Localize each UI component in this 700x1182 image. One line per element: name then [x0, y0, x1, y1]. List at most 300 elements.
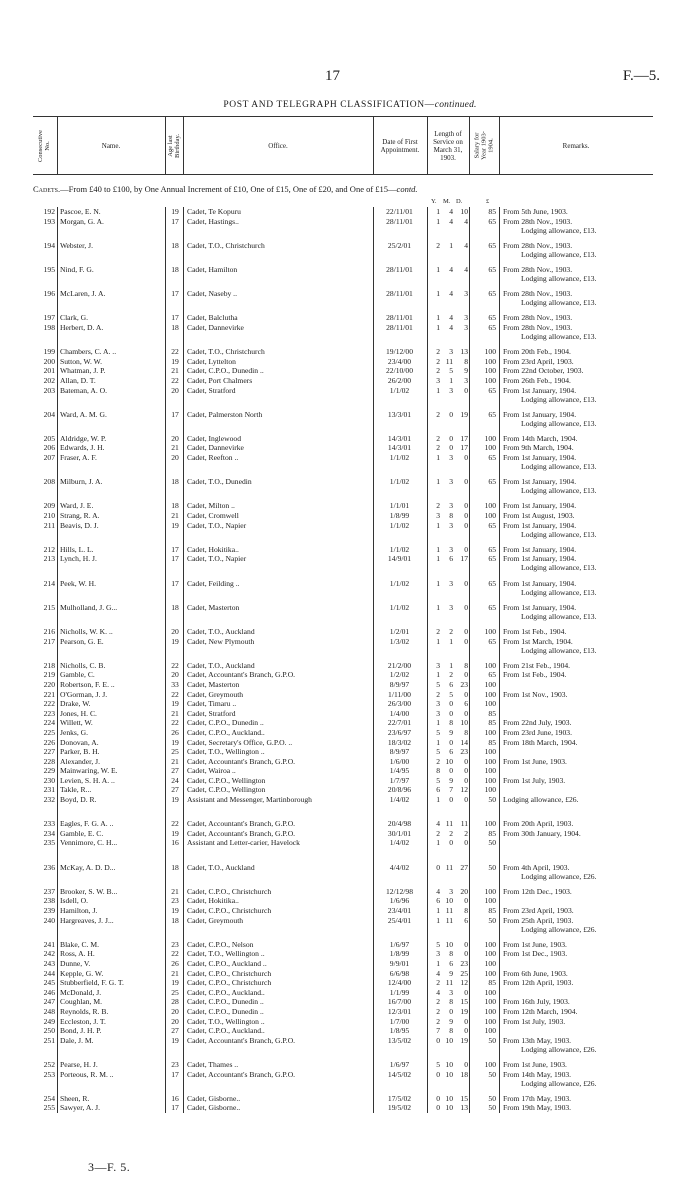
remark-line: From 1st March, 1904. — [503, 636, 573, 646]
row-name: Lynch, H. J. — [60, 554, 97, 564]
row-salary: 50 — [488, 1069, 496, 1079]
row-months: 10 — [445, 1035, 453, 1045]
col-remarks-header: Remarks. — [562, 141, 590, 150]
row-days: 0 — [464, 795, 468, 805]
row-remarks — [503, 410, 655, 428]
row-days: 0 — [464, 1016, 468, 1026]
row-days: 4 — [464, 240, 468, 250]
table-row — [33, 887, 653, 897]
row-office: Cadet, T.O., Napier — [187, 554, 247, 564]
row-name: Robertson, F. E. .. — [60, 679, 115, 689]
row-remarks — [503, 366, 655, 375]
table-row — [33, 1103, 653, 1113]
row-days: 4 — [464, 264, 468, 274]
row-name: Fraser, A. F. — [60, 453, 97, 463]
remark-line: Lodging allowance, £13. — [521, 462, 597, 472]
row-office: Cadet, Naseby .. — [187, 289, 237, 299]
row-years: 5 — [436, 1059, 440, 1069]
row-name: Coughlan, M. — [60, 997, 102, 1007]
table-row — [33, 347, 653, 357]
row-office: Cadet, Greymouth — [187, 689, 244, 699]
row-number: 237 — [43, 886, 55, 896]
row-remarks — [503, 969, 655, 978]
row-days: 19 — [460, 1006, 468, 1016]
row-salary: 100 — [484, 949, 496, 959]
row-salary: 100 — [484, 997, 496, 1007]
row-months: 5 — [449, 689, 453, 699]
row-months: 11 — [445, 356, 453, 366]
row-months: 10 — [445, 1069, 453, 1079]
row-days: 0 — [464, 939, 468, 949]
row-date: 8/9/97 — [389, 679, 410, 689]
row-salary: 100 — [484, 747, 496, 757]
row-name: Clark, G. — [60, 313, 89, 323]
row-days: 4 — [464, 216, 468, 226]
row-name: Ward, A. M. G. — [60, 409, 107, 419]
row-months: 1 — [449, 660, 453, 670]
row-office: Cadet, Stratford — [187, 708, 236, 718]
section-heading — [33, 184, 673, 194]
row-office: Cadet, Dannevirke — [187, 443, 244, 453]
row-remarks — [503, 545, 655, 554]
row-remarks — [503, 443, 655, 452]
row-date: 28/11/01 — [386, 289, 413, 299]
table-row — [33, 978, 653, 988]
row-number: 224 — [43, 718, 55, 728]
row-age: 22 — [171, 660, 179, 670]
row-office: Cadet, Lyttelton — [187, 356, 236, 366]
row-name: Aldridge, W. P. — [60, 433, 107, 443]
row-number: 195 — [43, 264, 55, 274]
row-age: 16 — [171, 1093, 179, 1103]
row-date: 1/11/00 — [388, 689, 411, 699]
row-years: 2 — [436, 501, 440, 511]
remark-line: Lodging allowance, £26. — [503, 795, 579, 805]
remark-line: Lodging allowance, £13. — [521, 645, 597, 655]
table-row — [33, 366, 653, 376]
table-row — [33, 699, 653, 709]
table-row — [33, 988, 653, 998]
row-days: 0 — [464, 602, 468, 612]
remark-line: From 23rd April, 1903. — [503, 356, 574, 366]
row-remarks — [503, 386, 655, 404]
col-age-header: Age last Birthday. — [167, 133, 182, 158]
row-age: 17 — [171, 554, 179, 564]
row-name: Boyd, D. R. — [60, 795, 97, 805]
row-years: 4 — [436, 968, 440, 978]
row-days: 0 — [464, 1059, 468, 1069]
table-row — [33, 453, 653, 472]
table-row — [33, 477, 653, 496]
row-months: 11 — [445, 915, 453, 925]
row-months: 1 — [449, 636, 453, 646]
row-salary: 100 — [484, 660, 496, 670]
row-years: 3 — [436, 660, 440, 670]
row-months: 10 — [445, 1059, 453, 1069]
table-row — [33, 785, 653, 795]
row-name: Drake, W. — [60, 699, 91, 709]
row-office: Cadet, Te Kopuru — [187, 207, 241, 216]
row-age: 25 — [171, 987, 179, 997]
row-years: 2 — [436, 978, 440, 988]
row-date: 1/1/02 — [389, 544, 410, 554]
row-office: Cadet, Wairoa .. — [187, 766, 236, 776]
row-date: 14/3/01 — [387, 433, 412, 443]
remark-line: Lodging allowance, £13. — [521, 486, 597, 496]
remark-line: Lodging allowance, £13. — [521, 249, 597, 259]
row-years: 1 — [436, 216, 440, 226]
row-remarks — [503, 997, 655, 1006]
row-name: Gamble, C. — [60, 670, 95, 680]
row-years: 2 — [436, 443, 440, 453]
row-salary: 85 — [488, 906, 496, 915]
row-days: 3 — [464, 375, 468, 385]
table-row — [33, 940, 653, 950]
row-years: 5 — [436, 747, 440, 757]
row-number: 255 — [43, 1103, 55, 1113]
row-number: 199 — [43, 347, 55, 357]
row-salary: 100 — [484, 886, 496, 896]
remark-line: From 1st July, 1903. — [503, 1016, 566, 1026]
row-number: 246 — [43, 987, 55, 997]
table-row — [33, 637, 653, 656]
row-name: Nicholls, C. B. — [60, 660, 106, 670]
row-days: 17 — [460, 433, 468, 443]
remark-line: From 4th April, 1903. — [503, 862, 570, 872]
row-office: Assistant and Messenger, Martinborough — [187, 795, 312, 805]
row-remarks — [503, 916, 655, 934]
row-number: 220 — [43, 679, 55, 689]
row-months: 3 — [449, 987, 453, 997]
remark-line: From 20th April, 1903. — [503, 819, 574, 829]
row-years: 1 — [436, 554, 440, 564]
row-date: 1/6/97 — [389, 939, 410, 949]
row-age: 33 — [171, 679, 179, 689]
row-years: 0 — [436, 1035, 440, 1045]
row-months: 0 — [449, 708, 453, 718]
footer-signature: 3—F. 5. — [88, 1160, 131, 1174]
remark-line: From 30th January, 1904. — [503, 828, 581, 838]
col-name-header: Name. — [101, 141, 121, 150]
row-name: Morgan, G. A. — [60, 216, 104, 226]
remark-line: From 1st January, 1904. — [503, 409, 577, 419]
row-remarks — [503, 776, 655, 785]
row-remarks — [503, 289, 655, 307]
table-row — [33, 207, 653, 217]
row-months: 7 — [449, 785, 453, 795]
row-office: Cadet, C.P.O., Wellington — [187, 775, 266, 785]
row-number: 245 — [43, 978, 55, 988]
row-office: Cadet, Port Chalmers — [187, 375, 253, 385]
row-remarks — [503, 906, 655, 915]
row-name: O'Gorman, J. J. — [60, 689, 108, 699]
table-row — [33, 680, 653, 690]
row-years: 2 — [436, 1006, 440, 1016]
row-remarks — [503, 477, 655, 495]
remark-line: From 12th March, 1904. — [503, 1006, 578, 1016]
row-years: 1 — [436, 737, 440, 747]
remark-line: From 1st January, 1904. — [503, 554, 577, 564]
document-code: F.—5. — [622, 68, 660, 84]
row-number: 230 — [43, 775, 55, 785]
row-number: 215 — [43, 602, 55, 612]
table-row — [33, 949, 653, 959]
row-date: 28/11/01 — [386, 322, 413, 332]
remark-line: From 23rd April, 1903. — [503, 906, 574, 915]
row-age: 27 — [171, 766, 179, 776]
row-remarks — [503, 718, 655, 727]
row-months: 3 — [449, 602, 453, 612]
row-office: Cadet, Secretary's Office, G.P.O. .. — [187, 737, 293, 747]
row-number: 214 — [43, 578, 55, 588]
remark-line: From 1st January, 1904. — [503, 501, 577, 511]
row-years: 3 — [436, 375, 440, 385]
row-salary: 85 — [488, 708, 496, 718]
row-days: 0 — [464, 838, 468, 848]
row-salary: 65 — [488, 554, 496, 564]
row-remarks — [503, 357, 655, 366]
row-remarks — [503, 207, 655, 216]
col-date-header: Date of First Appointment. — [380, 137, 420, 154]
row-office: Cadet, T.O., Wellington .. — [187, 747, 265, 757]
row-age: 24 — [171, 775, 179, 785]
row-years: 6 — [436, 785, 440, 795]
section-italic: contd. — [396, 184, 418, 194]
row-years: 4 — [436, 886, 440, 896]
row-salary: 65 — [488, 636, 496, 646]
row-name: Sutton, W. W. — [60, 356, 102, 366]
remark-line: From 6th June, 1903. — [503, 968, 568, 978]
row-years: 1 — [436, 795, 440, 805]
remark-line: From 1st January, 1904. — [503, 520, 577, 530]
remark-line: From 22nd October, 1903. — [503, 366, 584, 376]
row-remarks — [503, 829, 655, 838]
row-age: 25 — [171, 747, 179, 757]
row-name: Alexander, J. — [60, 756, 100, 766]
row-name: Takle, R... — [60, 785, 92, 795]
row-name: Dunne, V. — [60, 958, 91, 968]
row-months: 2 — [449, 626, 453, 636]
row-name: Herbert, D. A. — [60, 322, 104, 332]
remark-line: Lodging allowance, £13. — [521, 611, 597, 621]
row-years: 1 — [436, 207, 440, 216]
row-years: 3 — [436, 949, 440, 959]
row-office: Cadet, C.P.O., Dunedin .. — [187, 997, 264, 1007]
row-months: 6 — [449, 747, 453, 757]
row-salary: 100 — [484, 939, 496, 949]
row-age: 19 — [171, 699, 179, 709]
row-office: Cadet, C.P.O., Wellington — [187, 785, 266, 795]
table-row — [33, 627, 653, 637]
row-number: 212 — [43, 544, 55, 554]
table-row — [33, 265, 653, 284]
row-days: 0 — [464, 520, 468, 530]
row-date: 23/4/00 — [387, 356, 412, 366]
row-date: 1/1/01 — [389, 501, 410, 511]
row-office: Cadet, Hamilton — [187, 264, 238, 274]
row-office: Assistant and Letter-carier, Havelock — [187, 838, 300, 848]
row-office: Cadet, T.O., Auckland — [187, 862, 255, 872]
row-office: Cadet, Hokitika.. — [187, 896, 239, 906]
remark-line: Lodging allowance, £26. — [521, 1078, 597, 1088]
remark-line: Lodging allowance, £13. — [521, 394, 597, 404]
table-row — [33, 603, 653, 622]
row-office: Cadet, C.P.O., Auckland.. — [187, 727, 265, 737]
row-months: 1 — [449, 240, 453, 250]
remark-line: Lodging allowance, £13. — [521, 563, 597, 573]
row-age: 19 — [171, 906, 179, 915]
row-age: 18 — [171, 240, 179, 250]
row-remarks — [503, 1103, 655, 1112]
row-salary: 65 — [488, 322, 496, 332]
row-name: Bond, J. H. P. — [60, 1026, 102, 1036]
row-years: 2 — [436, 366, 440, 376]
row-months: 2 — [449, 670, 453, 680]
row-date: 26/3/00 — [387, 699, 412, 709]
row-office: Cadet, C.P.O., Christchurch — [187, 968, 272, 978]
table-row — [33, 969, 653, 979]
row-salary: 100 — [484, 356, 496, 366]
row-salary: 50 — [488, 1035, 496, 1045]
row-date: 1/8/99 — [389, 511, 410, 521]
row-number: 236 — [43, 862, 55, 872]
table-row — [33, 718, 653, 728]
row-salary: 100 — [484, 1006, 496, 1016]
remark-line: From 19th May, 1903. — [503, 1103, 572, 1113]
row-number: 243 — [43, 958, 55, 968]
row-office: Cadet, C.P.O., Christchurch — [187, 906, 272, 915]
page-number: 17 — [325, 68, 340, 84]
row-name: Whatman, J. P. — [60, 366, 106, 376]
row-days: 10 — [460, 207, 468, 216]
row-name: Jenks, G. — [60, 727, 89, 737]
row-age: 22 — [171, 347, 179, 357]
remark-line: From 26th Feb., 1904. — [503, 375, 571, 385]
row-office: Cadet, T.O., Dunedin — [187, 477, 252, 487]
row-age: 18 — [171, 322, 179, 332]
row-years: 1 — [436, 718, 440, 728]
row-date: 1/1/99 — [389, 987, 410, 997]
row-number: 211 — [43, 520, 55, 530]
row-years: 1 — [436, 477, 440, 487]
row-date: 1/6/96 — [389, 896, 410, 906]
row-months: 9 — [449, 1016, 453, 1026]
row-remarks — [503, 241, 655, 259]
row-remarks — [503, 627, 655, 636]
row-days: 0 — [464, 453, 468, 463]
row-age: 17 — [171, 1103, 179, 1113]
row-months: 3 — [449, 477, 453, 487]
row-age: 19 — [171, 356, 179, 366]
row-years: 1 — [436, 313, 440, 323]
row-office: Cadet, T.O., Napier — [187, 520, 247, 530]
row-office: Cadet, New Plymouth — [187, 636, 255, 646]
row-number: 204 — [43, 409, 55, 419]
row-salary: 100 — [484, 375, 496, 385]
row-salary: 100 — [484, 433, 496, 443]
remark-line: From 28th Nov., 1903. — [503, 322, 573, 332]
row-years: 7 — [436, 1026, 440, 1036]
row-months: 10 — [445, 1103, 453, 1113]
row-days: 3 — [464, 322, 468, 332]
row-remarks — [503, 1017, 655, 1026]
row-age: 18 — [171, 264, 179, 274]
table-row — [33, 896, 653, 906]
row-date: 25/4/01 — [387, 915, 412, 925]
remark-line: From 5th June, 1903. — [503, 207, 568, 216]
row-salary: 100 — [484, 1059, 496, 1069]
row-age: 23 — [171, 896, 179, 906]
row-salary: 100 — [484, 968, 496, 978]
row-office: Cadet, Stratford — [187, 385, 236, 395]
table-row — [33, 313, 653, 323]
row-salary: 50 — [488, 1103, 496, 1113]
row-months: 4 — [449, 289, 453, 299]
row-remarks — [503, 265, 655, 283]
row-age: 19 — [171, 636, 179, 646]
row-office: Cadet, C.P.O., Christchurch — [187, 886, 272, 896]
table-row — [33, 709, 653, 719]
row-days: 8 — [464, 356, 468, 366]
row-date: 4/4/02 — [389, 862, 410, 872]
row-months: 9 — [449, 968, 453, 978]
row-years: 0 — [436, 1093, 440, 1103]
row-office: Cadet, Greymouth — [187, 915, 244, 925]
row-salary: 100 — [484, 775, 496, 785]
row-years: 1 — [436, 838, 440, 848]
row-days: 15 — [460, 1093, 468, 1103]
col-service-header: Length of Service on March 31, 1903. — [433, 129, 463, 162]
row-years: 1 — [436, 264, 440, 274]
row-months: 3 — [449, 578, 453, 588]
remark-line: From 25th April, 1903. — [503, 915, 574, 925]
row-office: Cadet, Gisborne.. — [187, 1093, 241, 1103]
row-days: 0 — [464, 511, 468, 521]
remark-line: Lodging allowance, £13. — [521, 331, 597, 341]
row-salary: 100 — [484, 626, 496, 636]
row-days: 9 — [464, 366, 468, 376]
row-name: Eccleston, J. T. — [60, 1016, 106, 1026]
table-row — [33, 357, 653, 367]
row-office: Cadet, Hastings.. — [187, 216, 239, 226]
row-age: 20 — [171, 385, 179, 395]
table-row — [33, 1070, 653, 1089]
row-date: 22/11/01 — [386, 207, 413, 216]
table-body — [33, 207, 653, 1113]
remark-line: From 14th May, 1903. — [503, 1069, 572, 1079]
table-row — [33, 434, 653, 444]
remark-line: From 28th Nov., 1903. — [503, 216, 573, 226]
row-name: McDonald, J. — [60, 987, 102, 997]
row-age: 19 — [171, 795, 179, 805]
row-remarks — [503, 1007, 655, 1016]
row-days: 0 — [464, 987, 468, 997]
row-months: 8 — [449, 1026, 453, 1036]
row-age: 20 — [171, 453, 179, 463]
row-office: Cadet, Gisborne.. — [187, 1103, 241, 1113]
remark-line: From 28th Nov., 1903. — [503, 289, 573, 299]
row-name: McLaren, J. A. — [60, 289, 106, 299]
row-age: 22 — [171, 375, 179, 385]
row-date: 14/5/02 — [387, 1069, 412, 1079]
row-years: 2 — [436, 689, 440, 699]
row-date: 21/2/00 — [387, 660, 412, 670]
row-number: 203 — [43, 385, 55, 395]
row-salary: 85 — [488, 978, 496, 988]
row-number: 219 — [43, 670, 55, 680]
row-salary: 100 — [484, 699, 496, 709]
row-days: 6 — [464, 915, 468, 925]
